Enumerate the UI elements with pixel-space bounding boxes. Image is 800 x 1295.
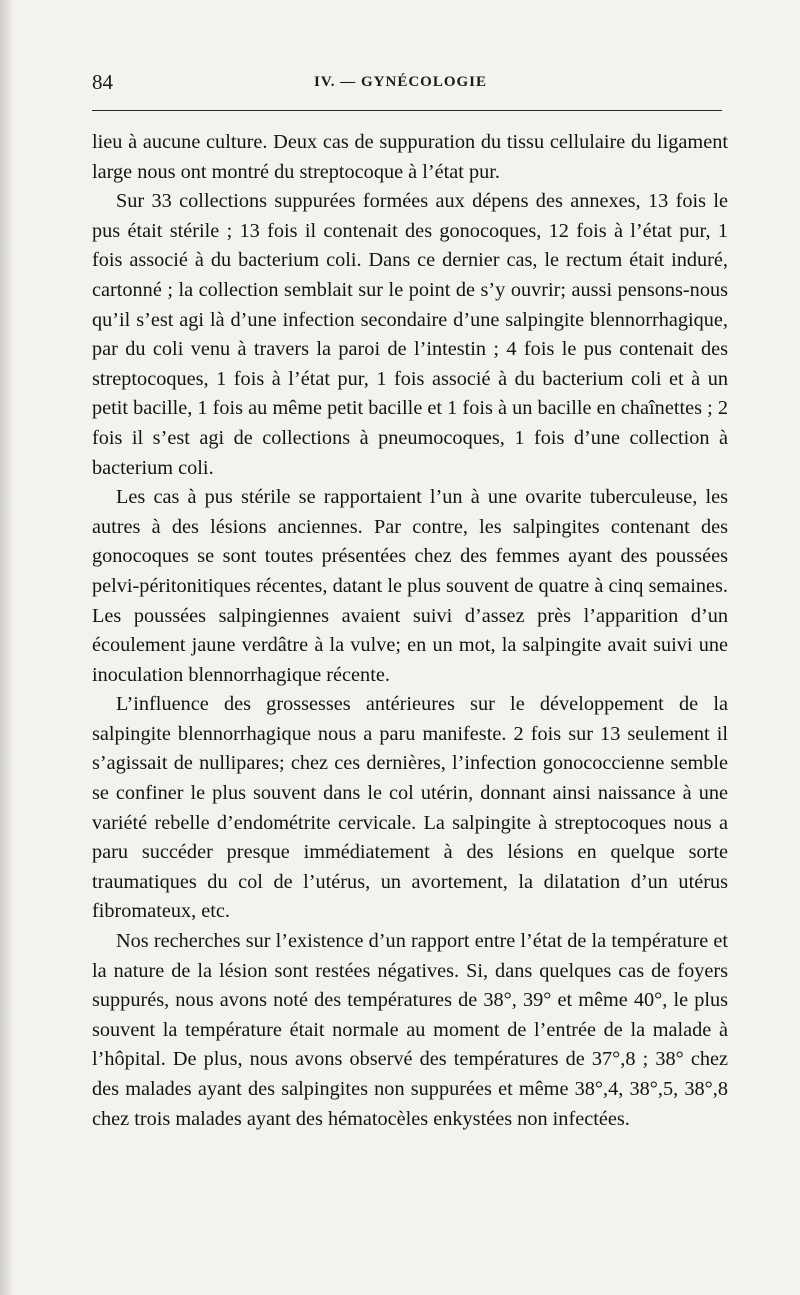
paragraph-4: L’influence des grossesses antérieures sur le développement de la salpingite blennorrhagique nous a paru manifeste. 2 fois sur 13 seulement il s’agissait de nullipares; chez ces dernières, l’infection gonococcienne semble se confiner le plus souvent dans le col utérin, donnant ainsi naissance à une variété rebelle d’endométrite cervicale. La salpingite à streptocoques nous a paru succéder presque immédiatement à des lésions en quelque sorte traumatiques du col de l’utérus, un avortement, la dilatation d’un utérus fibromateux, etc. xyxy=(92,693,728,923)
section-title: IV. — GYNÉCOLOGIE xyxy=(314,74,488,90)
paragraph-2: Sur 33 collections suppurées formées aux dépens des annexes, 13 fois le pus était stérile ; 13 fois il contenait des gonocoques, 12 fois à l’état pur, 1 fois associé à du bacterium coli. Dans ce dernier cas, le rectum était induré, cartonné ; la collection semblait sur le point de s’y ouvrir; aussi pensons-nous qu’il s’est agi là d’une infection secondaire d’une salpingite blennorrhagique, par du coli venu à travers la paroi de l’intestin ; 4 fois le pus contenait des streptocoques, 1 fois à l’état pur, 1 fois associé à du bacterium coli et à un petit bacille, 1 fois au même petit bacille et 1 fois à un bacille en chaînettes ; 2 fois il s’est agi de collections à pneumocoques, 1 fois d’une collection à bacterium coli. xyxy=(92,190,728,479)
paragraph-1: lieu à aucune culture. Deux cas de suppuration du tissu cellulaire du ligament large nous ont montré du streptocoque à l’état pur. xyxy=(92,131,728,183)
paragraph-5: Nos recherches sur l’existence d’un rapport entre l’état de la température et la nature de la lésion sont restées négatives. Si, dans quelques cas de foyers suppurés, nous avons noté des températures de 38°, 39° et même 40°, le plus souvent la température était normale au moment de l’entrée de la malade à l’hôpital. De plus, nous avons observé des températures de 37°,8 ; 38° chez des malades ayant des salpingites non suppurées et même 38°,4, 38°,5, 38°,8 chez trois malades ayant des hématocèles enkystées non infectées. xyxy=(92,930,728,1130)
page-number: 84 xyxy=(92,70,113,94)
paragraph-3: Les cas à pus stérile se rapportaient l’un à une ovarite tuberculeuse, les autres à des lésions anciennes. Par contre, les salpingites contenant des gonocoques se sont toutes présentées chez des femmes ayant des poussées pelvi-péritonitiques récentes, datant le plus souvent de quatre à cinq semaines. Les poussées salpingiennes avaient suivi d’assez près l’apparition d’un écoulement jaune verdâtre à la vulve; en un mot, la salpingite avait suivi une inoculation blennorrhagique récente. xyxy=(92,486,728,686)
running-header xyxy=(92,68,722,100)
body-text xyxy=(92,128,728,1134)
header-rule xyxy=(92,110,722,111)
page-gutter-shadow xyxy=(0,0,14,1295)
